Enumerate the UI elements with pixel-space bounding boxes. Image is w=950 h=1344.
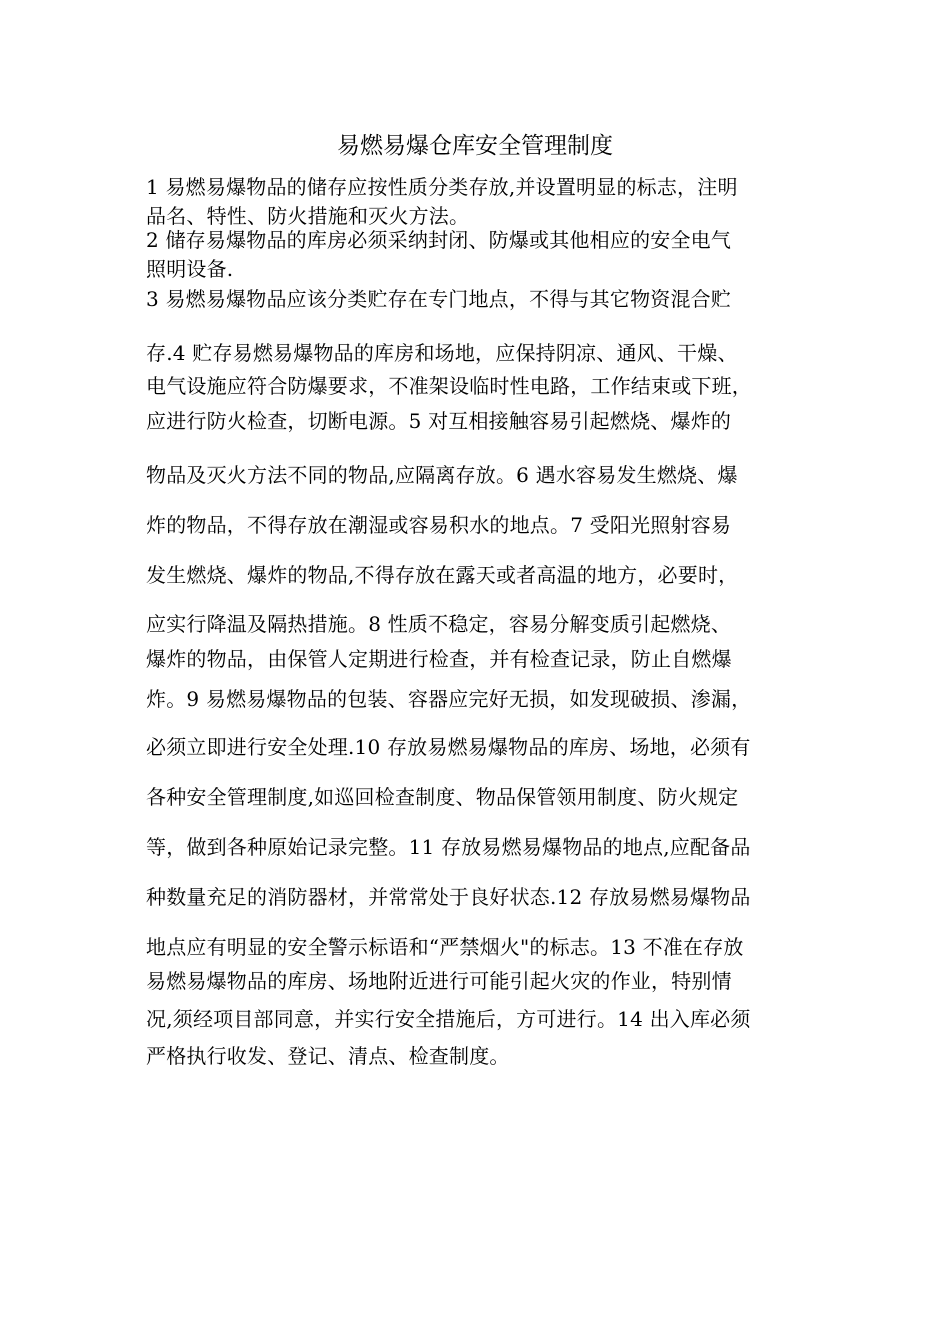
body-line: 严格执行收发、登记、清点、检查制度。: [146, 1044, 510, 1068]
body-line: 品名、特性、防火措施和灭火方法。: [146, 204, 470, 228]
body-line: 电气设施应符合防爆要求，不准架设临时性电路，工作结束或下班，: [146, 374, 752, 398]
body-line: 3 易燃易爆物品应该分类贮存在专门地点，不得与其它物资混合贮: [146, 287, 732, 311]
body-line: 照明设备.: [146, 257, 234, 281]
body-line: 物品及灭火方法不同的物品,应隔离存放。6 遇水容易发生燃烧、爆: [146, 463, 738, 487]
document-title: 易燃易爆仓库安全管理制度: [337, 133, 613, 159]
body-line: 炸的物品，不得存放在潮湿或容易积水的地点。7 受阳光照射容易: [146, 513, 732, 537]
body-line: 易燃易爆物品的库房、场地附近进行可能引起火灾的作业，特别情: [146, 969, 732, 993]
body-line: 种数量充足的消防器材，并常常处于良好状态.12 存放易燃易爆物品: [146, 885, 751, 909]
body-line: 地点应有明显的安全警示标语和“严禁烟火"的标志。13 不准在存放: [146, 935, 744, 959]
body-line: 发生燃烧、爆炸的物品,不得存放在露天或者高温的地方，必要时，: [146, 563, 739, 587]
body-line: 等，做到各种原始记录完整。11 存放易燃易爆物品的地点,应配备品: [146, 835, 751, 859]
body-line: 应进行防火检查，切断电源。5 对互相接触容易引起燃烧、爆炸的: [146, 409, 732, 433]
body-line: 必须立即进行安全处理.10 存放易燃易爆物品的库房、场地，必须有: [146, 735, 751, 759]
body-line: 应实行降温及隔热措施。8 性质不稳定，容易分解变质引起燃烧、: [146, 612, 732, 636]
body-line: 存.4 贮存易燃易爆物品的库房和场地，应保持阴凉、通风、干燥、: [146, 341, 738, 365]
body-line: 爆炸的物品，由保管人定期进行检查，并有检查记录，防止自燃爆: [146, 647, 732, 671]
body-line: 各种安全管理制度,如巡回检查制度、物品保管领用制度、防火规定: [146, 785, 739, 809]
body-line: 2 储存易爆物品的库房必须采纳封闭、防爆或其他相应的安全电气: [146, 228, 732, 252]
body-line: 1 易燃易爆物品的储存应按性质分类存放,并设置明显的标志，注明: [146, 175, 738, 199]
body-line: 况,须经项目部同意，并实行安全措施后，方可进行。14 出入库必须: [146, 1007, 751, 1031]
body-line: 炸。9 易燃易爆物品的包装、容器应完好无损，如发现破损、渗漏，: [146, 687, 752, 711]
